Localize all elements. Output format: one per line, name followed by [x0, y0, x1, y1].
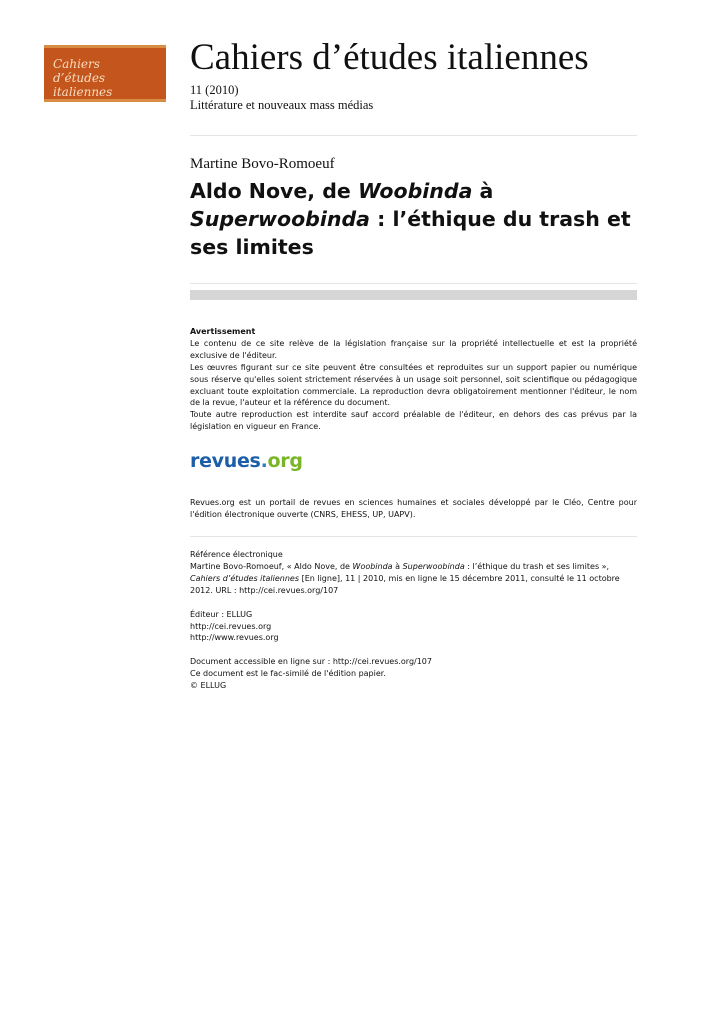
issue-number: 11 (2010) [190, 83, 239, 97]
revues-url-link[interactable]: http://www.revues.org [190, 633, 279, 643]
facsimile-line: Ce document est le fac-similé de l'édition papier. [190, 669, 386, 679]
reference-block [190, 549, 637, 692]
title-text-1: Aldo Nove, de [190, 179, 358, 203]
portal-description: Revues.org est un portail de revues en sciences humaines et sociales développé par le Cléo, Centre pour l'édition électronique ouverte (CNRS, EHESS, UP, UAPV). [190, 498, 637, 519]
divider [190, 135, 637, 136]
revues-logo-dot: . [260, 450, 268, 472]
copyright-line: © ELLUG [190, 681, 227, 691]
notice-paragraph-1: Le contenu de ce site relève de la législation française sur la propriété intellectuelle et est la propriété exclusive de l'éditeur. [190, 338, 637, 360]
title-italic-2: Superwoobinda [190, 207, 370, 231]
notice-heading: Avertissement [190, 327, 256, 336]
revues-logo-word: revues [190, 450, 261, 472]
citation-italic: Woobinda [352, 561, 393, 571]
citation-journal: Cahiers d’études italiennes [190, 573, 300, 583]
revues-logo[interactable] [190, 450, 303, 472]
citation-part: Martine Bovo-Romoeuf, « Aldo Nove, de [190, 561, 353, 571]
citation-part: : l’éthique du trash et ses limites », [464, 561, 610, 571]
citation-part: à [392, 561, 403, 571]
logo-line-2: d’études italiennes [53, 71, 113, 99]
notice-paragraph-2: Les œuvres figurant sur ce site peuvent être consultées et reproduites sur un support papier ou numérique sous réserve qu'elles soient strictement réservées à un usage soit personnel, soit scientifique ou pédagogique excluant toute exploitation commerciale. La reproduction devra obligatoirement mentionner l'éditeur, le nom de la revue, l'auteur et la référence du document. [190, 362, 637, 408]
document-online-line[interactable]: Document accessible en ligne sur : http://cei.revues.org/107 [190, 657, 432, 667]
divider [190, 283, 637, 284]
article-author: Martine Bovo-Romoeuf [190, 156, 335, 172]
journal-title: Cahiers d’études italiennes [190, 37, 589, 78]
issue-theme: Littérature et nouveaux mass médias [190, 98, 374, 112]
citation-part[interactable]: [En ligne], 11 | 2010, mis en ligne le 15 décembre 2011, consulté le 11 octobre 2012. URL : http://cei.revues.org/107 [190, 573, 620, 595]
notice-block [190, 326, 637, 433]
divider [190, 536, 637, 537]
editor-line: Éditeur : ELLUG [190, 609, 253, 619]
grey-band [190, 290, 637, 300]
title-text-2: à [472, 179, 494, 203]
title-italic-1: Woobinda [357, 179, 473, 203]
reference-label: Référence électronique [190, 550, 283, 559]
citation-italic: Superwoobinda [402, 561, 465, 571]
notice-paragraph-3: Toute autre reproduction est interdite sauf accord préalable de l'éditeur, en dehors des cas prévus par la législation en vigueur en France. [190, 410, 637, 432]
logo-line-1: Cahiers [53, 57, 100, 71]
article-title [190, 177, 640, 261]
journal-logo [44, 45, 166, 102]
revues-logo-tld: org [267, 450, 303, 472]
title-text-3: : l’éthique du trash et ses limites [190, 207, 631, 259]
journal-url-link[interactable]: http://cei.revues.org [190, 621, 272, 631]
citation [190, 561, 637, 597]
